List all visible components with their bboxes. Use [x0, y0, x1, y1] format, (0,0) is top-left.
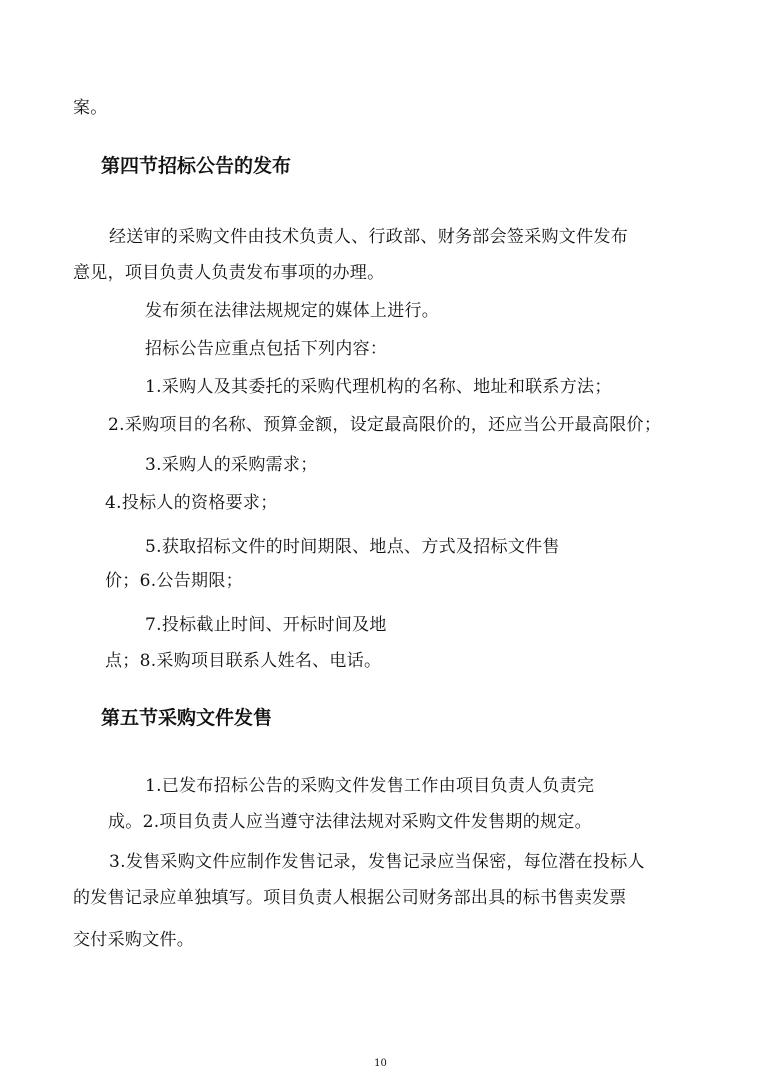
paragraph-line: 3.发售采购文件应制作发售记录，发售记录应当保密，每位潜在投标人 [109, 852, 645, 872]
list-item: 7.投标截止时间、开标时间及地 [145, 615, 387, 635]
list-item: 点；8.采购项目联系人姓名、电话。 [105, 651, 382, 671]
list-item: 5.获取招标文件的时间期限、地点、方式及招标文件售 [145, 537, 560, 557]
paragraph-line: 招标公告应重点包括下列内容： [145, 339, 388, 359]
paragraph-line: 的发售记录应单独填写。项目负责人根据公司财务部出具的标书售卖发票 [73, 888, 627, 908]
paragraph-line: 交付采购文件。 [73, 930, 195, 950]
paragraph-line: 意见，项目负责人负责发布事项的办理。 [73, 263, 385, 283]
list-item: 价；6.公告期限； [105, 571, 243, 591]
paragraph-line: 经送审的采购文件由技术负责人、行政部、财务部会签采购文件发布 [109, 227, 628, 247]
list-item: 3.采购人的采购需求； [145, 455, 318, 475]
paragraph-line: 案。 [73, 98, 108, 118]
section-heading: 第四节招标公告的发布 [101, 155, 292, 177]
paragraph-line: 1.已发布招标公告的采购文件发售工作由项目负责人负责完 [145, 776, 595, 796]
paragraph-line: 成。2.项目负责人应当遵守法律法规对采购文件发售期的规定。 [108, 812, 592, 832]
section-heading: 第五节采购文件发售 [101, 707, 273, 729]
page-number: 10 [374, 1058, 387, 1069]
list-item: 2.采购项目的名称、预算金额，设定最高限价的，还应当公开最高限价； [108, 415, 662, 435]
list-item: 4.投标人的资格要求； [105, 493, 278, 513]
paragraph-line: 发布须在法律法规规定的媒体上进行。 [145, 301, 440, 321]
list-item: 1.采购人及其委托的采购代理机构的名称、地址和联系方法； [145, 377, 612, 397]
